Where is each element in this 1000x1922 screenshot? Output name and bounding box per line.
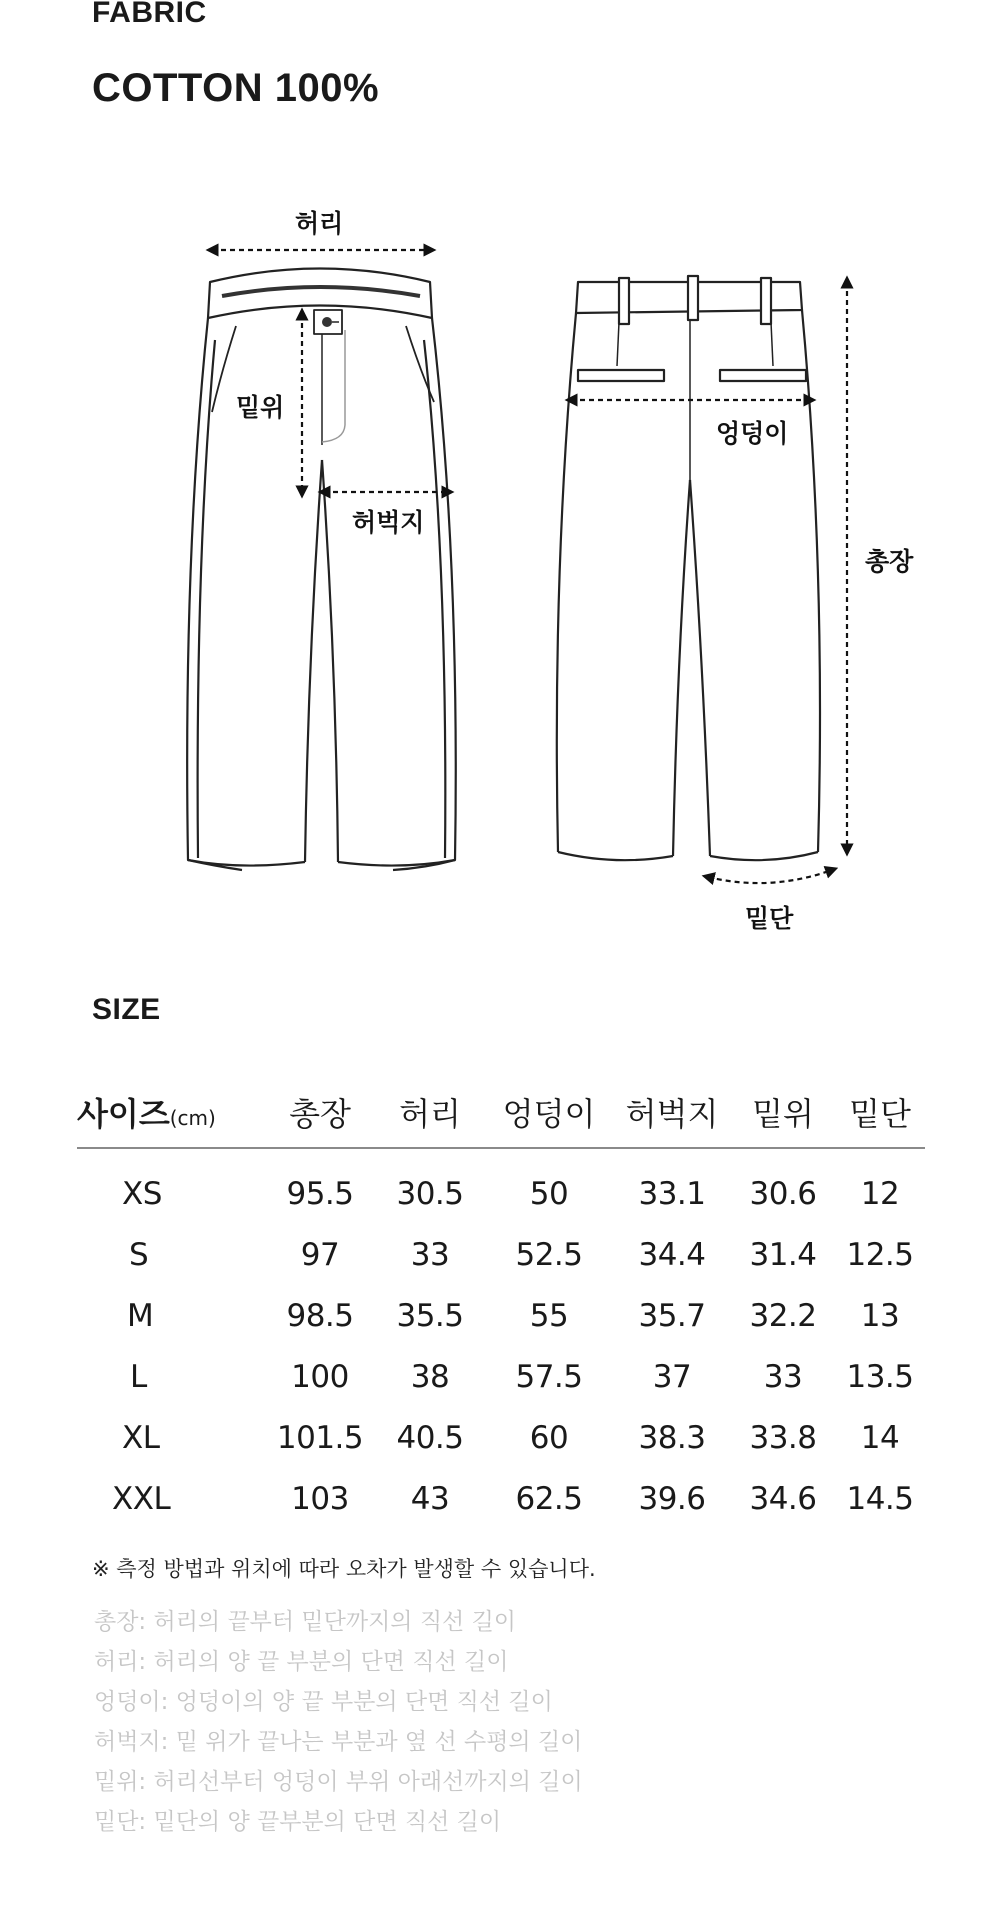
waist-label: 허리 <box>295 209 344 238</box>
header-hip: 엉덩이 <box>485 1075 613 1148</box>
cell-waist: 40.5 <box>396 1419 464 1456</box>
cell-rise: 33 <box>763 1358 803 1395</box>
cell-length: 103 <box>291 1480 349 1517</box>
definition-item: 엉덩이: 엉덩이의 양 끝 부분의 단면 직선 길이 <box>94 1689 553 1715</box>
front-pants-drawing <box>187 269 456 871</box>
size-section-title: SIZE <box>92 993 161 1026</box>
cell-hip: 52.5 <box>515 1236 583 1273</box>
cell-length: 98.5 <box>286 1297 354 1334</box>
cell-rise: 34.6 <box>749 1480 817 1517</box>
cell-hip: 60 <box>529 1419 569 1456</box>
cell-length: 97 <box>300 1236 340 1273</box>
definition-list <box>94 1602 583 1842</box>
table-row <box>77 1407 925 1468</box>
table-row <box>77 1285 925 1346</box>
table-row <box>77 1224 925 1285</box>
cell-waist: 33 <box>410 1236 450 1273</box>
definition-item: 총장: 허리의 끝부터 밑단까지의 직선 길이 <box>94 1609 517 1635</box>
cell-rise: 33.8 <box>749 1419 817 1456</box>
table-row <box>77 1346 925 1407</box>
table-row <box>77 1148 925 1224</box>
table-row <box>77 1468 925 1529</box>
header-thigh: 허벅지 <box>613 1075 731 1148</box>
cell-hem: 14 <box>860 1419 900 1456</box>
cell-rise: 32.2 <box>749 1297 817 1334</box>
cell-hip: 62.5 <box>515 1480 583 1517</box>
cell-size: M <box>127 1297 154 1334</box>
cell-waist: 43 <box>410 1480 450 1517</box>
cell-length: 95.5 <box>286 1175 354 1212</box>
cell-size: XS <box>122 1175 162 1212</box>
header-hem: 밑단 <box>835 1075 925 1148</box>
hip-label: 엉덩이 <box>716 419 789 448</box>
cell-thigh: 38.3 <box>638 1419 706 1456</box>
thigh-label: 허벅지 <box>352 508 425 537</box>
cell-size: XXL <box>112 1480 171 1517</box>
cell-hem: 12.5 <box>846 1236 914 1273</box>
header-size <box>77 1075 265 1148</box>
hem-label: 밑단 <box>745 904 794 933</box>
cell-length: 100 <box>291 1358 349 1395</box>
rise-label: 밑위 <box>236 393 285 422</box>
length-label: 총장 <box>865 547 914 576</box>
cell-waist: 35.5 <box>396 1297 464 1334</box>
size-table <box>77 1075 925 1529</box>
cell-thigh: 33.1 <box>638 1175 706 1212</box>
cell-thigh: 35.7 <box>638 1297 706 1334</box>
cell-thigh: 34.4 <box>638 1236 706 1273</box>
cell-rise: 31.4 <box>749 1236 817 1273</box>
cell-size: S <box>129 1236 149 1273</box>
cell-thigh: 37 <box>652 1358 692 1395</box>
cell-hem: 13 <box>860 1297 900 1334</box>
cell-rise: 30.6 <box>749 1175 817 1212</box>
cell-hem: 14.5 <box>846 1480 914 1517</box>
header-unit: (cm) <box>169 1106 216 1130</box>
cell-hip: 55 <box>529 1297 569 1334</box>
cell-waist: 38 <box>410 1358 450 1395</box>
cell-hem: 12 <box>860 1175 900 1212</box>
measurement-notice: ※ 측정 방법과 위치에 따라 오차가 발생할 수 있습니다. <box>92 1557 596 1581</box>
cell-thigh: 39.6 <box>638 1480 706 1517</box>
size-table-header <box>77 1075 925 1148</box>
header-length: 총장 <box>265 1075 375 1148</box>
cell-waist: 30.5 <box>396 1175 464 1212</box>
definition-item: 밑단: 밑단의 양 끝부분의 단면 직선 길이 <box>94 1809 502 1835</box>
pants-diagram <box>0 0 1000 960</box>
back-pants-drawing <box>557 276 820 860</box>
cell-hip: 50 <box>529 1175 569 1212</box>
definition-item: 허리: 허리의 양 끝 부분의 단면 직선 길이 <box>94 1649 509 1675</box>
cell-size: L <box>130 1358 147 1395</box>
header-waist: 허리 <box>375 1075 485 1148</box>
fabric-value: COTTON 100% <box>92 66 380 110</box>
cell-size: XL <box>122 1419 160 1456</box>
fabric-label: FABRIC <box>92 0 207 29</box>
cell-hip: 57.5 <box>515 1358 583 1395</box>
header-rise: 밑위 <box>731 1075 835 1148</box>
definition-item: 밑위: 허리선부터 엉덩이 부위 아래선까지의 길이 <box>94 1769 583 1795</box>
cell-length: 101.5 <box>276 1419 364 1456</box>
definition-item: 허벅지: 밑 위가 끝나는 부분과 옆 선 수평의 길이 <box>94 1729 583 1755</box>
header-size-label: 사이즈 <box>77 1095 170 1133</box>
cell-hem: 13.5 <box>846 1358 914 1395</box>
